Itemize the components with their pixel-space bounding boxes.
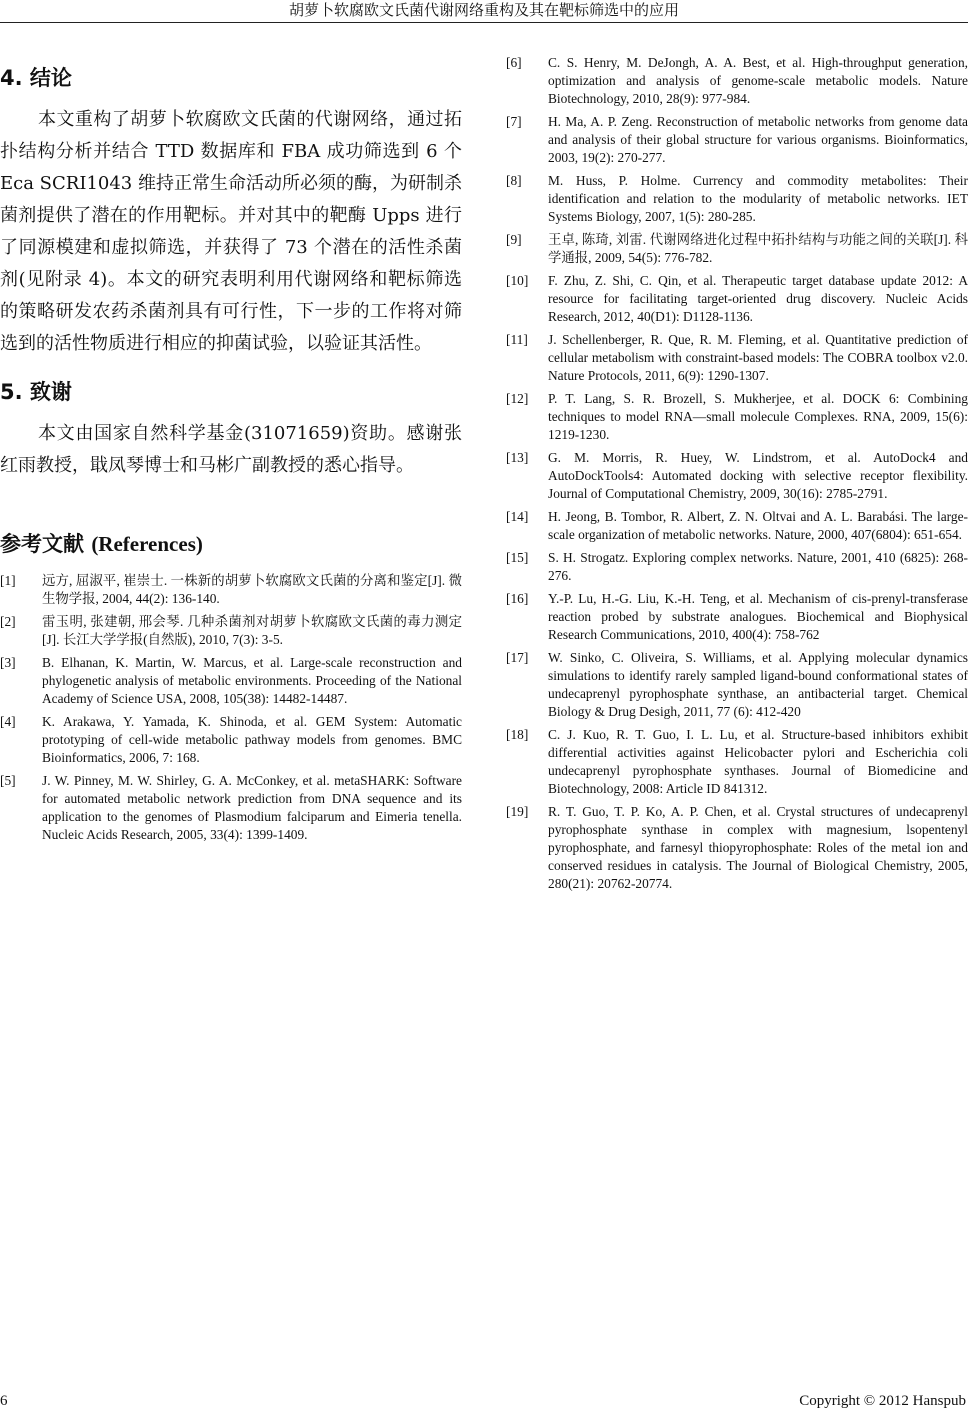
reference-text: K. Arakawa, Y. Yamada, K. Shinoda, et al. GEM System: Automatic prototyping of cell-wide metabolic pathway models from genomes. BMC Bioinformatics, 2006, 7: 168. xyxy=(42,714,462,765)
reference-item xyxy=(0,772,462,844)
reference-text: H. Jeong, B. Tombor, R. Albert, Z. N. Oltvai and A. L. Barabási. The large-scale organization of metabolic networks. Nature, 2000, 407(6804): 651-654. xyxy=(548,509,968,542)
reference-number: [7] xyxy=(506,114,522,129)
reference-text: 雷玉明, 张建朝, 邢会琴. 几种杀菌剂对胡萝卜软腐欧文氏菌的毒力测定[J]. 长江大学学报(自然版), 2010, 7(3): 3-5. xyxy=(42,614,462,647)
running-header: 胡萝卜软腐欧文氏菌代谢网络重构及其在靶标筛选中的应用 xyxy=(0,0,968,23)
reference-number: [11] xyxy=(506,332,528,347)
conclusion-paragraph: 本文重构了胡萝卜软腐欧文氏菌的代谢网络，通过拓扑结构分析并结合 TTD 数据库和 FBA 成功筛选到 6 个 Eca SCRI1043 维持正常生命活动所必须的酶，为研制杀菌剂提供了潜在的作用靶标。并对其中的靶酶 Upps 进行了同源模建和虚拟筛选，并获得了 73 个潜在的活性杀菌剂(见附录 4)。本文的研究表明利用代谢网络和靶标筛选的策略研发农药杀菌剂具有可行性，下一步的工作将对筛选到的活性物质进行相应的抑菌试验，以验证其活性。 xyxy=(0,109,462,354)
reference-item xyxy=(506,726,968,798)
reference-text: M. Huss, P. Holme. Currency and commodity metabolites: Their identification and relation to the modularity of metabolic networks. IET Systems Biology, 2007, 1(5): 280-285. xyxy=(548,173,968,224)
references-heading-cn: 参考文献 xyxy=(0,532,84,556)
reference-number: [10] xyxy=(506,273,529,288)
reference-text: C. J. Kuo, R. T. Guo, I. L. Lu, et al. Structure-based inhibitors exhibit differential activities against Helicobacter pylori and Escherichia coli undecaprenyl pyrophosphate synthases. Journal of Biomedicine and Biotechnology, 2008: Article ID 841312. xyxy=(548,727,968,796)
reference-number: [2] xyxy=(0,614,16,629)
reference-number: [3] xyxy=(0,655,16,670)
reference-text: G. M. Morris, R. Huey, W. Lindstrom, et al. AutoDock4 and AutoDockTools4: Automated docking with selective receptor flexibility. Journal of Computational Chemistry, 2009, 30(16): 2785-2791. xyxy=(548,450,968,501)
page-number: 6 xyxy=(0,1393,8,1409)
reference-item xyxy=(506,508,968,544)
reference-number: [16] xyxy=(506,591,529,606)
reference-number: [1] xyxy=(0,573,16,588)
reference-number: [6] xyxy=(506,55,522,70)
reference-number: [4] xyxy=(0,714,16,729)
reference-text: Y.-P. Lu, H.-G. Liu, K.-H. Teng, et al. Mechanism of cis-prenyl-transferase reaction probed by substrate analogues. Biochemical and Biophysical Research Communications, 2010, 400(4): 758-762 xyxy=(548,591,968,642)
references-heading xyxy=(0,528,462,558)
reference-number: [13] xyxy=(506,450,529,465)
reference-item xyxy=(506,54,968,108)
reference-number: [8] xyxy=(506,173,522,188)
reference-number: [17] xyxy=(506,650,529,665)
reference-item xyxy=(506,649,968,721)
reference-item xyxy=(506,803,968,893)
reference-number: [19] xyxy=(506,804,529,819)
reference-text: J. W. Pinney, M. W. Shirley, G. A. McConkey, et al. metaSHARK: Software for automated metabolic network prediction from DNA sequence and its application to the genomes of Plasmodium falciparum and Eimeria tenella. Nucleic Acids Research, 2005, 33(4): 1399-1409. xyxy=(42,773,462,842)
reference-number: [5] xyxy=(0,773,16,788)
reference-text: W. Sinko, C. Oliveira, S. Williams, et al. Applying molecular dynamics simulations to identify rarely sampled ligand-bound conformational states of undecaprenyl pyrophosphate synthase, an antibacterial target. Chemical Biology & Drug Desigh, 2011, 77 (6): 412-420 xyxy=(548,650,968,719)
reference-number: [9] xyxy=(506,232,522,247)
reference-text: 王卓, 陈琦, 刘雷. 代谢网络进化过程中拓扑结构与功能之间的关联[J]. 科学通报, 2009, 54(5): 776-782. xyxy=(548,232,968,265)
reference-item xyxy=(506,549,968,585)
acknowledgement-paragraph: 本文由国家自然科学基金(31071659)资助。感谢张红雨教授，戢凤琴博士和马彬广副教授的悉心指导。 xyxy=(0,423,462,476)
reference-item xyxy=(506,331,968,385)
reference-text: S. H. Strogatz. Exploring complex networks. Nature, 2001, 410 (6825): 268-276. xyxy=(548,550,968,583)
reference-text: C. S. Henry, M. DeJongh, A. A. Best, et al. High-throughput generation, optimization and analysis of genome-scale metabolic models. Nature Biotechnology, 2010, 28(9): 977-984. xyxy=(548,55,968,106)
copyright-notice: Copyright © 2012 Hanspub xyxy=(799,1393,966,1409)
reference-text: R. T. Guo, T. P. Ko, A. P. Chen, et al. Crystal structures of undecaprenyl pyrophosphate synthase in complex with magnesium, lsopentenyl pyrophosphate, and farnesyl thiopyrophosphate: Roles of the metal ion and conserved residues in catalysis. The Journal of Biological Chemistry, 2005, 280(21): 20762-20774. xyxy=(548,804,968,891)
reference-text: P. T. Lang, S. R. Brozell, S. Mukherjee, et al. DOCK 6: Combining techniques to model RNA—small molecule Complexes. RNA, 2009, 15(6): 1219-1230. xyxy=(548,391,968,442)
reference-text: J. Schellenberger, R. Que, R. M. Fleming, et al. Quantitative prediction of cellular metabolism with constraint-based models: The COBRA toolbox v2.0. Nature Protocols, 2011, 6(9): 1290-1307. xyxy=(548,332,968,383)
right-column xyxy=(506,54,968,898)
reference-item xyxy=(506,172,968,226)
reference-item xyxy=(506,590,968,644)
reference-item xyxy=(0,613,462,649)
footer-rule xyxy=(0,1385,968,1386)
reference-text: B. Elhanan, K. Martin, W. Marcus, et al. Large-scale reconstruction and phylogenetic analysis of metabolic environments. Proceeding of the National Academy of Science USA, 2008, 105(38): 14482-14487. xyxy=(42,655,462,706)
reference-text: H. Ma, A. P. Zeng. Reconstruction of metabolic networks from genome data and analysis of their global structure for various organisms. Bioinformatics, 2003, 19(2): 270-277. xyxy=(548,114,968,165)
reference-number: [14] xyxy=(506,509,529,524)
reference-item xyxy=(506,272,968,326)
acknowledgement-heading: 5. 致谢 xyxy=(0,380,72,404)
reference-item xyxy=(0,713,462,767)
reference-text: F. Zhu, Z. Shi, C. Qin, et al. Therapeutic target database update 2012: A resource for facilitating target-oriented drug discovery. Nucleic Acids Research, 2012, 40(D1): D1128-1136. xyxy=(548,273,968,324)
reference-number: [15] xyxy=(506,550,529,565)
references-heading-en: (References) xyxy=(91,532,203,556)
reference-item xyxy=(0,572,462,608)
reference-text: 远方, 屈淑平, 崔崇士. 一株新的胡萝卜软腐欧文氏菌的分离和鉴定[J]. 微生物学报, 2004, 44(2): 136-140. xyxy=(42,573,462,606)
reference-item xyxy=(506,390,968,444)
reference-item xyxy=(0,654,462,708)
left-column xyxy=(0,52,462,849)
reference-item xyxy=(506,113,968,167)
reference-item xyxy=(506,231,968,267)
reference-number: [18] xyxy=(506,727,529,742)
reference-number: [12] xyxy=(506,391,529,406)
reference-item xyxy=(506,449,968,503)
conclusion-heading: 4. 结论 xyxy=(0,66,72,90)
